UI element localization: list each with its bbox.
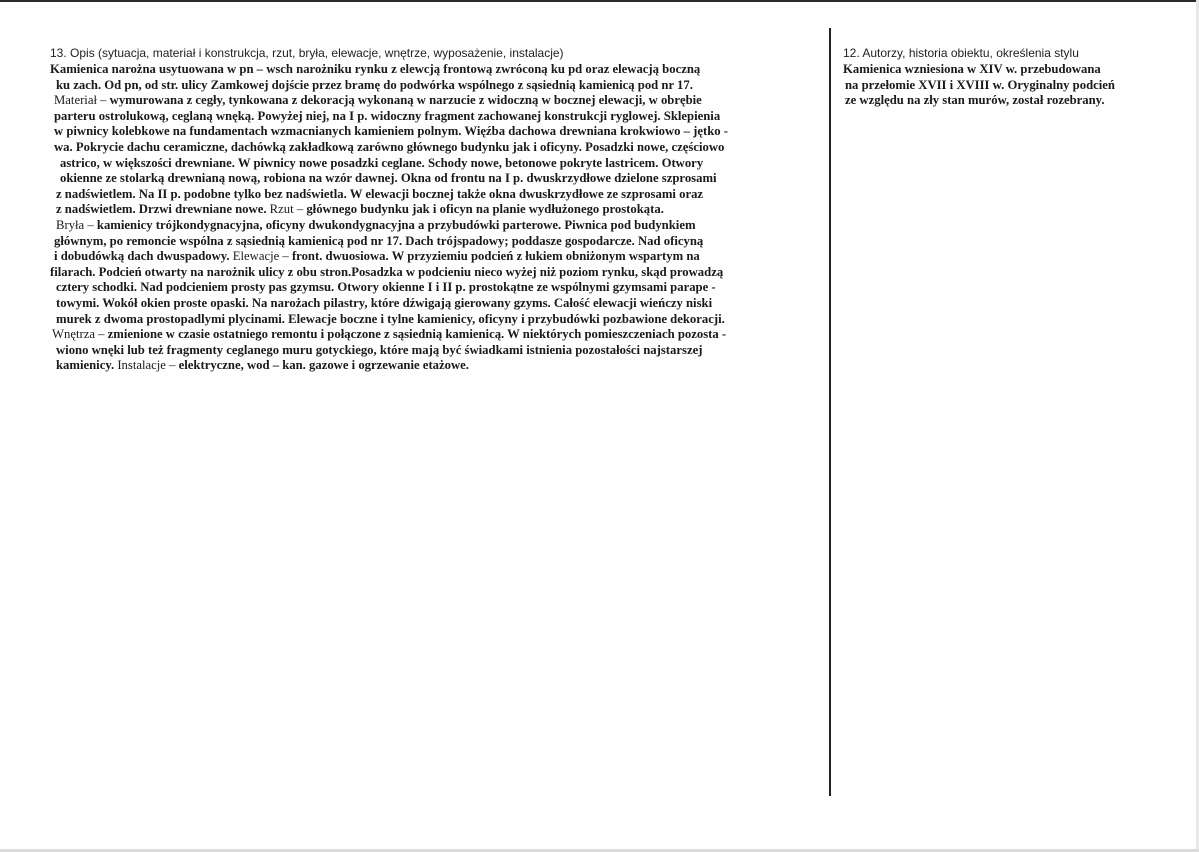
bold-text: filarach. Podcień otwarty na narożnik ulicy z obu stron.Posadzka w podcieniu nieco wyżej niż poziom rynku, skąd prowadzą	[50, 264, 724, 279]
text-line	[50, 124, 825, 140]
bold-text: astrico, w większości drewniane. W piwnicy nowe posadzki ceglane. Schody nowe, betonowe pokryte lastricem. Otwory	[60, 155, 704, 170]
text-line	[50, 202, 825, 218]
history-body	[843, 62, 1163, 109]
bold-text: front. dwuosiowa. W przyziemiu podcień z łukiem obniżonym wspartym na	[291, 249, 700, 264]
bold-text: ku zach. Od pn, od str. ulicy Zamkowej dojście przez bramę do podwórka wspólnego z sąsiednią kamienicą pod nr 17.	[56, 77, 693, 92]
text-line	[843, 93, 1163, 109]
text-line	[50, 62, 825, 78]
history-section	[843, 46, 1163, 109]
text-line	[50, 187, 825, 203]
text-line	[50, 296, 825, 312]
text-line	[50, 218, 825, 234]
label-text: Wnętrza –	[52, 327, 108, 342]
bold-text: Kamienica wzniesiona w XIV w. przebudowana	[843, 62, 1101, 76]
bold-text: kamienicy trójkondygnacyjna, oficyny dwukondygnacyjna a przybudówki parterowe. Piwnica pod budynkiem	[96, 217, 696, 232]
text-line	[843, 78, 1163, 94]
bold-text: i dobudówką dach dwuspadowy.	[54, 249, 233, 264]
text-line	[50, 249, 825, 265]
bold-text: z nadświetlem. Drzwi drewniane nowe.	[56, 202, 270, 217]
bold-text: okienne ze stolarką drewnianą nową, robiona na wzór dawnej. Okna od frontu na I p. dwuskrzydłowe dzielone szprosami	[60, 171, 717, 186]
label-text: Materiał –	[54, 93, 110, 108]
label-text: Instalacje –	[117, 358, 179, 373]
text-line	[50, 358, 825, 374]
label-text: Elewacje –	[232, 249, 292, 264]
bold-text: murek z dwoma prostopadlymi plycinami. Elewacje boczne i tylne kamienicy, oficyny i przybudówki pozbawione dekoracji.	[56, 311, 725, 326]
text-line	[843, 62, 1163, 78]
bold-text: wiono wnęki lub też fragmenty ceglanego muru gotyckiego, które mają być świadkami istnienia pozostałości najstarszej	[56, 342, 703, 357]
description-heading: 13. Opis (sytuacja, materiał i konstrukcja, rzut, bryła, elewacje, wnętrze, wyposażenie, instalacje)	[50, 46, 564, 60]
column-divider	[829, 28, 831, 796]
bold-text: wymurowana z cegły, tynkowana z dekoracją wykonaną w narzucie z widoczną w bocznej elewacji, w obrębie	[109, 93, 702, 108]
bold-text: głównego budynku jak i oficyn na planie wydłużonego prostokąta.	[306, 202, 664, 217]
bold-text: na przełomie XVII i XVIII w. Oryginalny podcień	[845, 77, 1115, 92]
text-line	[50, 156, 825, 172]
bold-text: kamienicy.	[56, 358, 118, 373]
description-body	[50, 62, 825, 374]
text-line	[50, 327, 825, 343]
text-line	[50, 343, 825, 359]
bold-text: w piwnicy kolebkowe na fundamentach wzmacnianych kamieniem polnym. Więźba dachowa drewniana krokwiowo – jętko -	[54, 124, 729, 139]
text-line	[50, 265, 825, 281]
bold-text: ze względu na zły stan murów, został rozebrany.	[845, 93, 1105, 108]
text-line	[50, 171, 825, 187]
bold-text: elektryczne, wod – kan. gazowe i ogrzewanie etażowe.	[178, 358, 469, 373]
history-heading: 12. Autorzy, historia obiektu, określenia stylu	[843, 46, 1079, 60]
label-text: Bryła –	[56, 217, 97, 232]
bold-text: zmienione w czasie ostatniego remontu i połączone z sąsiednią kamienicą. W niektórych pomieszczeniach pozosta -	[107, 327, 727, 342]
bold-text: wa. Pokrycie dachu ceramiczne, dachówką zakładkową zarówno głównego budynku jak i oficyny. Posadzki nowe, częściowo	[54, 139, 725, 154]
text-line	[50, 280, 825, 296]
text-line	[50, 78, 825, 94]
bold-text: Kamienica narożna usytuowana w pn – wsch narożniku rynku z elewcją frontową zwróconą ku pd oraz elewacją boczną	[50, 62, 701, 76]
text-line	[50, 93, 825, 109]
text-line	[50, 312, 825, 328]
text-line	[50, 109, 825, 125]
bold-text: głównym, po remoncie wspólna z sąsiednią kamienicą pod nr 17. Dach trójspadowy; poddasze gospodarcze. Nad oficyną	[54, 233, 704, 248]
bold-text: towymi. Wokół okien proste opaski. Na narożach pilastry, które dźwigają gierowany gzyms. Całość elewacji wieńczy niski	[56, 295, 713, 310]
text-line	[50, 234, 825, 250]
description-section	[50, 46, 825, 374]
page-top-edge	[0, 0, 1199, 2]
bold-text: parteru ostrolukową, ceglaną wnęką. Powyżej niej, na I p. widoczny fragment zachowanej konstrukcji ryglowej. Sklepienia	[54, 108, 721, 123]
text-line	[50, 140, 825, 156]
label-text: Rzut –	[269, 202, 307, 217]
bold-text: z nadświetlem. Na II p. podobne tylko bez nadświetla. W elewacji bocznej także okna dwuskrzydłowe ze szprosami oraz	[56, 186, 704, 201]
bold-text: cztery schodki. Nad podcieniem prosty pas gzymsu. Otwory okienne I i II p. prostokątne ze wspólnymi gzymsami parape -	[56, 280, 716, 295]
